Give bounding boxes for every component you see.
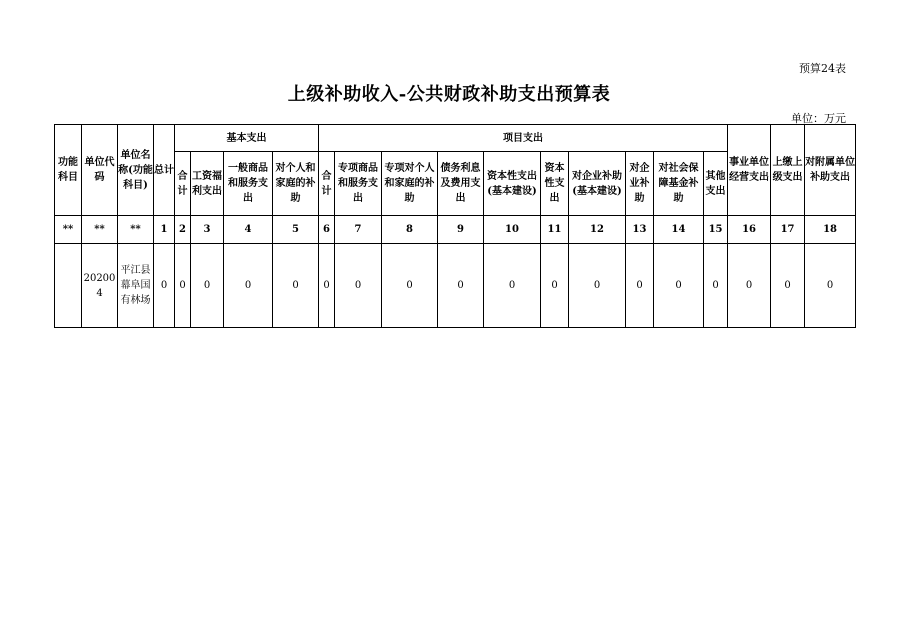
header-basic: 基本支出 [175,125,319,152]
value-cell: 0 [569,244,626,328]
index-cell: 8 [382,216,438,244]
value-cell: 0 [704,244,728,328]
header-basic-col: 工资福利支出 [191,152,224,216]
form-number: 预算24表 [799,62,846,75]
index-cell: ** [82,216,118,244]
value-cell: 0 [541,244,569,328]
header-project-col: 专项商品和服务支出 [335,152,382,216]
index-cell: 10 [484,216,541,244]
value-cell: 0 [728,244,771,328]
header-project-col: 对企业补助 [626,152,654,216]
header-basic-col: 合计 [175,152,191,216]
index-cell: 13 [626,216,654,244]
header-business: 事业单位经营支出 [728,125,771,216]
value-cell: 0 [484,244,541,328]
header-remit: 上缴上级支出 [771,125,805,216]
index-cell: 3 [191,216,224,244]
header-project-col: 专项对个人和家庭的补助 [382,152,438,216]
index-cell: 18 [805,216,856,244]
index-cell: 17 [771,216,805,244]
header-project-col: 对社会保障基金补助 [654,152,704,216]
func-code-cell [55,244,82,328]
header-basic-col: 对个人和家庭的补助 [273,152,319,216]
table-row [55,244,856,328]
index-cell: 1 [154,216,175,244]
index-cell: 11 [541,216,569,244]
value-cell: 0 [273,244,319,328]
value-cell: 0 [191,244,224,328]
value-cell: 0 [335,244,382,328]
index-cell: 15 [704,216,728,244]
index-cell: 14 [654,216,704,244]
header-project-col: 资本性支出(基本建设) [484,152,541,216]
budget-table [54,124,856,328]
header-project-col: 债务利息及费用支出 [438,152,484,216]
index-cell: ** [118,216,154,244]
value-cell: 0 [805,244,856,328]
unit-code-cell: 202004 [82,244,118,328]
value-cell: 0 [175,244,191,328]
value-cell: 0 [438,244,484,328]
value-cell: 0 [626,244,654,328]
index-cell: 2 [175,216,191,244]
header-project-col: 其他支出 [704,152,728,216]
unit-label: 单位：万元 [791,112,846,125]
page-title: 上级补助收入-公共财政补助支出预算表 [287,84,611,105]
value-cell: 0 [771,244,805,328]
header-project-col: 合计 [319,152,335,216]
unit-name-cell: 平江县幕阜国有林场 [118,244,154,328]
value-cell: 0 [224,244,273,328]
header-project-col: 对企业补助(基本建设) [569,152,626,216]
header-func-code: 功能科目 [55,125,82,216]
index-cell: 16 [728,216,771,244]
header-unit-code: 单位代码 [82,125,118,216]
index-cell: 6 [319,216,335,244]
index-cell: 5 [273,216,319,244]
header-basic-col: 一般商品和服务支出 [224,152,273,216]
index-cell: 9 [438,216,484,244]
index-cell: 7 [335,216,382,244]
value-cell: 0 [382,244,438,328]
header-unit-name: 单位名称(功能科目) [118,125,154,216]
index-cell: 12 [569,216,626,244]
value-cell: 0 [654,244,704,328]
value-cell: 0 [319,244,335,328]
header-project-col: 资本性支出 [541,152,569,216]
header-total: 总计 [154,125,175,216]
value-cell: 0 [154,244,175,328]
index-cell: 4 [224,216,273,244]
header-project: 项目支出 [319,125,728,152]
header-sub-subsidy: 对附属单位补助支出 [805,125,856,216]
index-cell: ** [55,216,82,244]
